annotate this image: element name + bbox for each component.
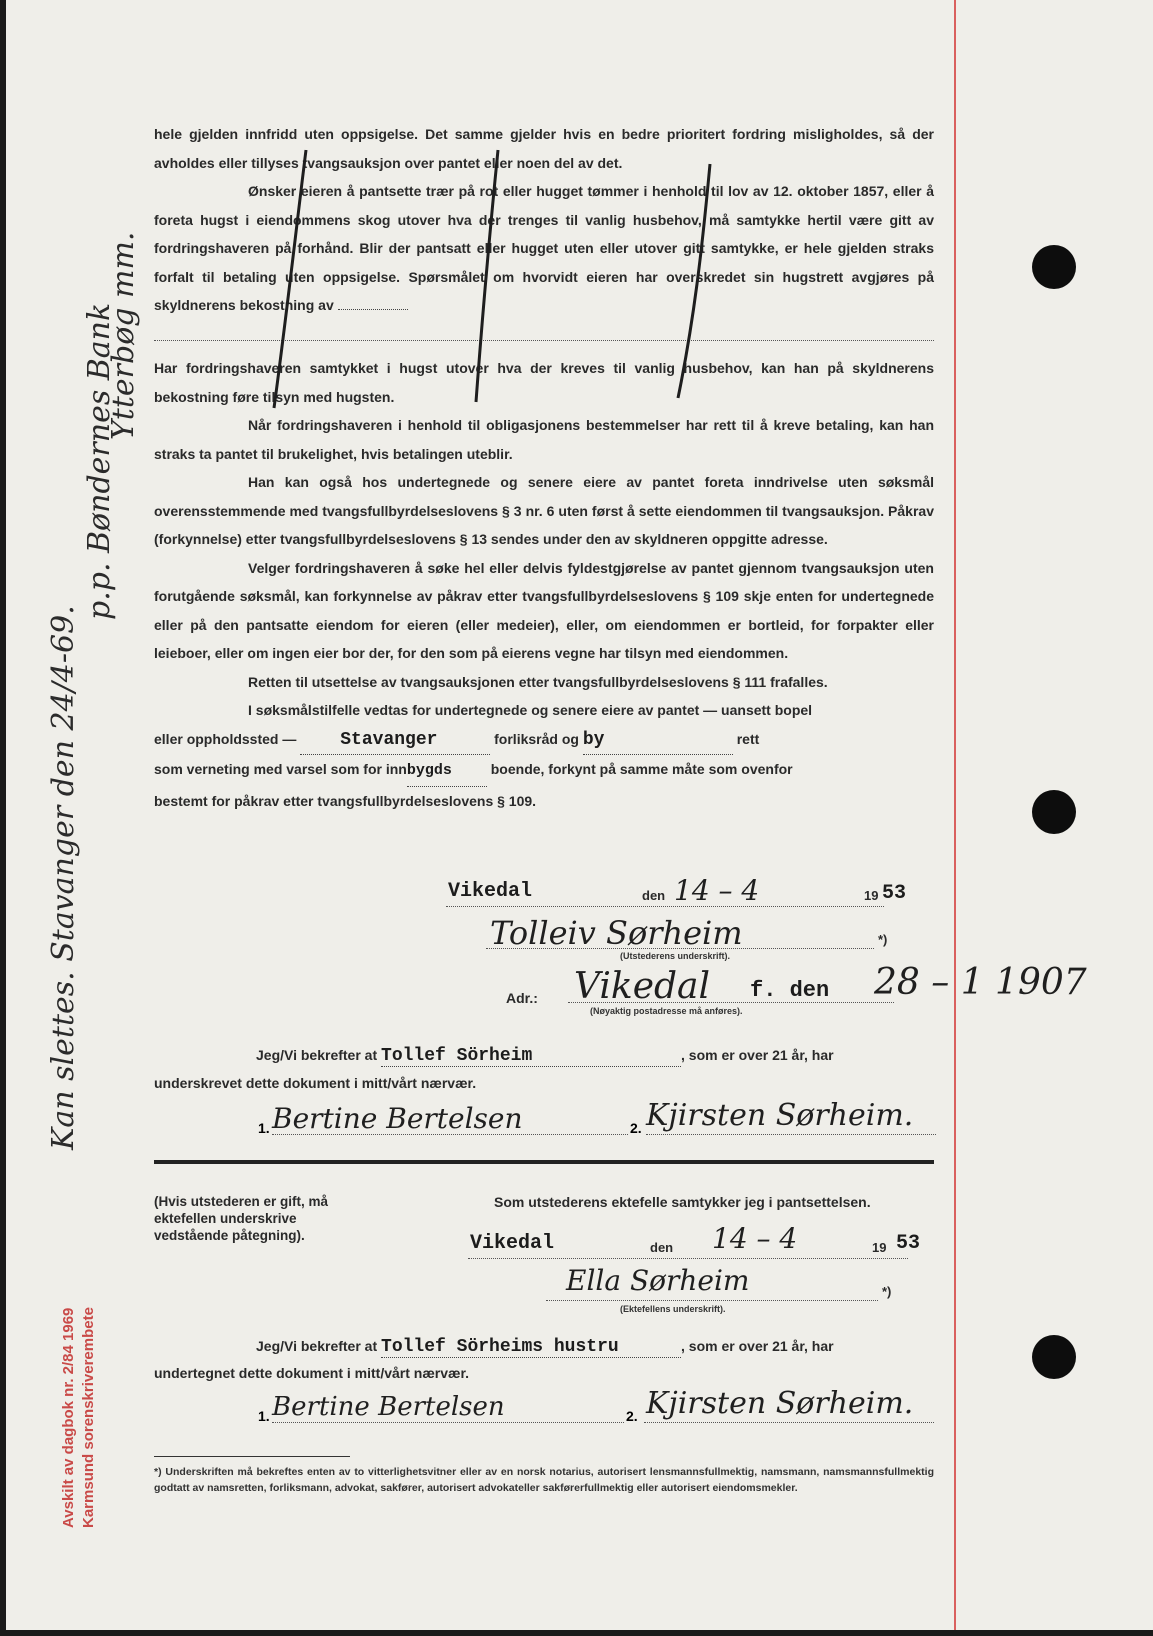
venue-line-2 [154,755,934,787]
venue-mid: forliksråd og [494,730,579,747]
witness-prefix: Jeg/Vi bekrefter at [256,1338,378,1354]
paragraph: Retten til utsettelse av tvangsauksjonen etter tvangsfullbyrdelseslovens § 111 frafalles. [248,673,828,690]
venue-line2-typed: bygds [407,757,487,787]
margin-note-release: Kan slettes. Stavanger den 24/4-69. [46,605,81,1150]
red-margin-line [954,0,956,1630]
spouse-year: 53 [896,1232,921,1255]
document-page [6,0,1153,1630]
address-value: Vikedal [574,966,711,1007]
witness-num: 1. [258,1408,270,1424]
footnote: *) Underskriften må bekreftes enten av to vitterlighetsvitner eller av en norsk notarius, autorisert lensmannsfullmektig, namsmann, namsmannsfullmektig godtatt av namsretten, forliksmann, advokat, sakfører, autorisert advokateller sakførerfullmektig eller autorisert eiendomsmekler. [154,1466,934,1494]
born-date: 28 – 1 1907 [874,962,1087,1003]
den-label: den [642,888,666,903]
dotted-line [546,1300,878,1301]
witness-confirm-line [256,1337,834,1358]
venue-suffix: rett [736,730,760,747]
stamp-line-2: Karmsund sorenskriverembete [80,1307,97,1528]
paragraph: Velger fordringshaveren å søke hel eller delvis fyldestgjørelse av pantet gjennom tvangsauksjon uten forutgående søksmål, kan forkynnelse av påkrav etter tvangsfullbyrdelseslovens § 109 skje enten for undertegnede eller på den pantsatte eiendom for eieren (eller medeier), eller, om eiendommen er bortleid, for forpakter eller leieboer, eller om ingen eier bor der, for den som på eierens vegne har tilsyn med eiendommen. [154,559,934,661]
footnote-rule [154,1456,350,1457]
dotted-line [272,1134,628,1135]
signer-caption: (Utstederens underskrift). [620,951,731,961]
witness-subject: Tollef Sörheim [381,1046,681,1067]
witness-suffix: , som er over 21 år, har [681,1047,834,1063]
margin-note-bank: p.p. Bøndernes Bank [82,302,117,620]
spouse-consent: Som utstederens ektefelle samtykker jeg i pantsettelsen. [494,1194,871,1210]
punch-hole [1032,245,1076,289]
dotted-line [646,1134,936,1135]
dotted-line [272,1422,624,1423]
witness-suffix: , som er over 21 år, har [681,1338,834,1354]
venue-line [154,725,934,756]
adr-label: Adr.: [506,990,538,1006]
witness-1-signature: Bertine Bertelsen [272,1392,505,1422]
spouse-place: Vikedal [470,1232,555,1255]
venue-line-3: bestemt for påkrav etter tvangsfullbyrdelseslovens § 109. [154,792,537,809]
witness-2-signature: Kjirsten Sørheim. [646,1098,914,1133]
dotted-line [486,948,874,949]
venue-place: Stavanger [300,726,490,756]
witness-num: 2. [630,1120,642,1136]
paragraph: I søksmålstilfelle vedtas for undertegnede og senere eiere av pantet — uansett bopel [248,702,813,718]
punch-hole [1032,1335,1076,1379]
paragraph: Når fordringshaveren i henhold til obligasjonens bestemmelser har rett til å kreve betaling, kan han straks ta pantet til brukelighet, hvis betalingen uteblir. [154,417,934,462]
paragraph: Har fordringshaveren samtykket i hugst utover hva der kreves til vanlig husbehov, kan han på skyldnerens bekostning føre tilsyn med hugsten. [154,360,934,405]
venue-line2-prefix: som verneting med varsel som for inn [154,761,407,777]
witness-line2: undertegnet dette dokument i mitt/vårt nærvær. [154,1365,470,1381]
witness-num: 1. [258,1120,270,1136]
punch-hole [1032,790,1076,834]
den-label: den [650,1240,674,1255]
witness-confirm-line [256,1046,834,1067]
spouse-date: 14 – 4 [712,1222,798,1255]
star-note: *) [882,1284,892,1299]
issue-date: 14 – 4 [674,874,760,907]
section-divider [154,1160,934,1164]
margin-note-officer: Ytterbøg mm. [106,231,141,440]
address-caption: (Nøyaktig postadresse må anføres). [590,1006,743,1016]
paragraph-text: Ønsker eieren å pantsette trær på rot eller hugget tømmer i henhold til lov av 12. oktober 1857, eller å foreta hugst i eiendommens skog utover hva der trenges til vanlig husbehov, må samtykke hertil være gitt av fordringshaveren på forhånd. Blir der pantsatt eller hugget uten eller utover gitt samtykke, er hele gjelden straks forfalt til betaling uten oppsigelse. Spørsmålet om hvorvidt eieren har overskredet sin hugstrett avgjøres på skyldnerens bekostning av [154,183,934,313]
issue-year: 53 [882,882,907,905]
born-label: f. den [750,978,830,1003]
year-prefix: 19 [872,1240,887,1255]
venue-line2-suffix: boende, forkynt på samme måte som ovenfor [490,761,793,777]
witness-2-signature: Kjirsten Sørheim. [646,1386,914,1421]
venue-prefix: eller oppholdssted — [154,730,297,747]
issuer-signature: Tolleiv Sørheim [490,914,743,952]
witness-prefix: Jeg/Vi bekrefter at [256,1047,378,1063]
cancellation-strokes [6,0,954,420]
court-type: by [583,726,733,756]
issue-place: Vikedal [448,880,533,903]
dotted-line [446,906,884,907]
cancel-stroke [476,150,498,402]
witness-1-signature: Bertine Bertelsen [272,1102,523,1135]
paragraph: hele gjelden innfridd uten oppsigelse. Det samme gjelder hvis en bedre prioritert fordring misligholdes, så der avholdes eller tillyses tvangsauksjon over pantet eller noen del av det. [154,126,934,171]
paragraph: Han kan også hos undertegnede og senere eiere av pantet foreta inndrivelse uten søksmål overensstemmende med tvangsfullbyrdelseslovens § 3 nr. 6 uten først å sette eiendommen til tvangsauksjon. Påkrav (forkynnelse) etter tvangsfullbyrdelseslovens § 13 sendes under den av skyldneren oppgitte adresse. [154,474,934,547]
dotted-line [568,1002,894,1003]
witness-num: 2. [626,1408,638,1424]
spouse-caption: (Ektefellens underskrift). [620,1304,726,1314]
star-note: *) [878,932,888,947]
witness-subject: Tollef Sörheims hustru [381,1337,681,1358]
dotted-line [468,1258,908,1259]
year-prefix: 19 [864,888,879,903]
cancel-stroke [274,150,306,408]
spouse-signature: Ella Sørheim [566,1264,750,1297]
body-block-2 [154,354,934,815]
stamp-line-1: Avskilt av dagbok nr. 2/84 1969 [60,1307,77,1528]
spouse-note: (Hvis utstederen er gift, må ektefellen underskrive vedstående påtegning). [154,1194,329,1243]
dotted-line [644,1422,934,1423]
witness-line2: underskrevet dette dokument i mitt/vårt nærvær. [154,1075,477,1091]
cancel-stroke [678,164,710,398]
